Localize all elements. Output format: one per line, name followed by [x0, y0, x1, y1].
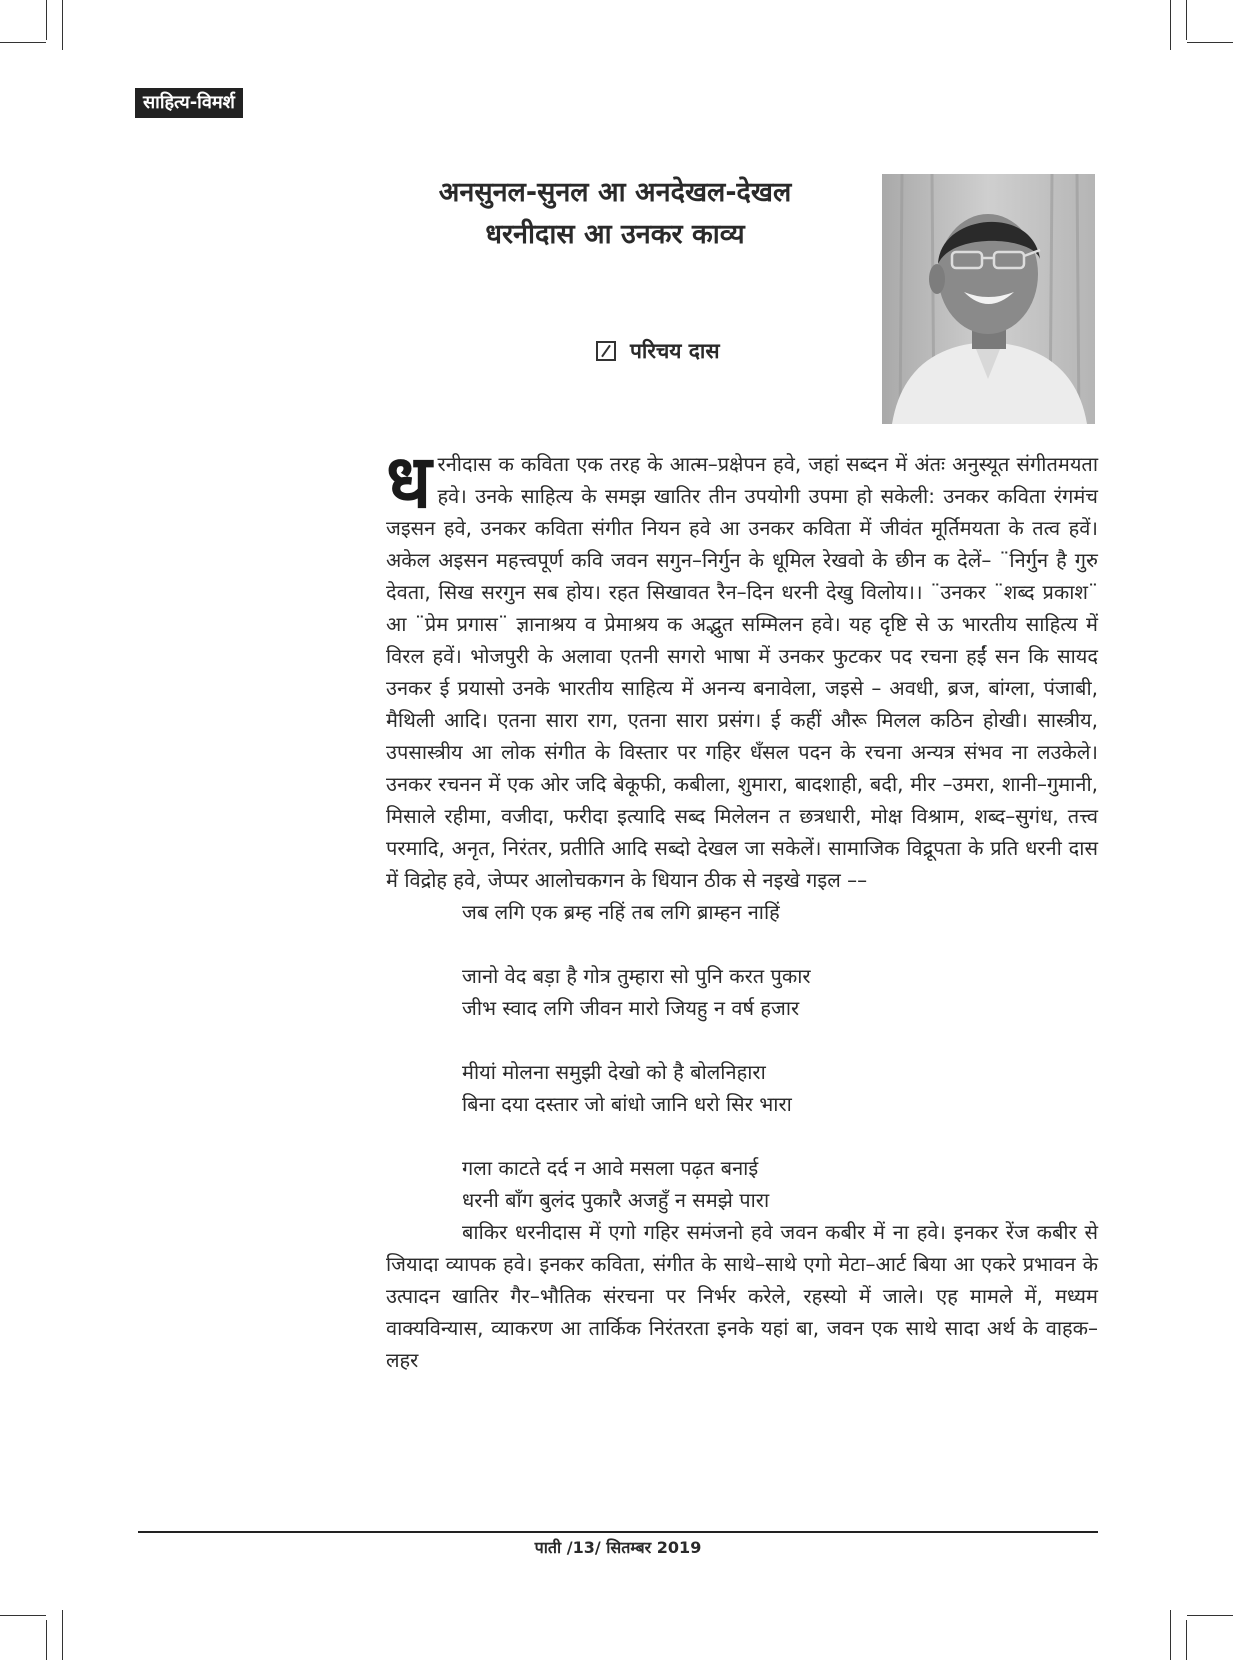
drop-cap: ध	[386, 439, 432, 525]
page-footer: पाती /13/ सितम्बर 2019	[534, 1538, 702, 1557]
pen-icon	[596, 341, 616, 361]
verse-line: मीयां मोलना समुझी देखो को है बोलनिहारा	[462, 1060, 766, 1084]
crop-mark	[46, 1620, 47, 1660]
verse-line: धरनी बाँग बुलंद पुकारै अजहुँ न समझे पारा	[462, 1188, 770, 1212]
crop-mark	[46, 0, 47, 40]
title-line-1: अनसुनल-सुनल आ अनदेखल-देखल	[438, 177, 792, 208]
paragraph-2: बाकिर धरनीदास में एगो गहिर समंजनो हवे जवन कबीर में ना हवे। इनकर रेंज कबीर से जियादा व्यापक हवे। इनकर कविता, संगीत के साथे–साथे एगो मेटा–आर्ट बिया आ एकरे प्रभावन के उत्पादन खातिर गैर–भौतिक संरचना पर निर्भर करेले, रहस्यो में जाले। एह मामले में, मध्यम वाक्यविन्यास, व्याकरण आ तार्किक निरंतरता इनके यहां बा, जवन एक साथे सादा अर्थ के वाहक–लहर	[386, 1220, 1098, 1372]
paragraph-1	[386, 439, 1098, 896]
paragraph-1-text: रनीदास क कविता एक तरह के आत्म–प्रक्षेपन हवे, जहां सब्दन में अंतः अनुस्यूत संगीतमयता हवे। उनके साहित्य के समझ खातिर तीन उपयोगी उपमा हो सकेली: उनकर कविता रंगमंच जइसन हवे, उनकर कविता संगीत नियन हवे आ उनकर कविता में जीवंत मूर्तिमयता के तत्व हवें। अकेल अइसन महत्त्वपूर्ण कवि जवन सगुन–निर्गुन के धूमिल रेखवो के छीन क देलें– ¨निर्गुन है गुरु देवता, सिख सरगुन सब होय। रहत सिखावत रैन–दिन धरनी देखु विलोय।। ¨उनकर ¨शब्द प्रकाश¨ आ ¨प्रेम प्रगास¨ ज्ञानाश्रय व प्रेमाश्रय क अद्भुत सम्मिलन हवे। यह दृष्टि से ऊ भारतीय साहित्य में विरल हवें। भोजपुरी के अलावा एतनी सगरो भाषा में उनकर फुटकर पद रचना हईं सन कि सायद उनकर ई प्रयासो उनके भारतीय साहित्य में अनन्य बनावेला, जइसे – अवधी, ब्रज, बांग्ला, पंजाबी, मैथिली आदि। एतना सारा राग, एतना सारा प्रसंग। ई कहीं औरू मिलल कठिन होखी। सास्त्रीय, उपसास्त्रीय आ लोक संगीत के विस्तार पर गहिर धँसल पदन के रचना अन्यत्र संभव ना लउकेले। उनकर रचनन में एक ओर जदि बेकूफी, कबीला, शुमारा, बादशाही, बदी, मीर –उमरा, शानी–गुमानी, मिसाले रहीमा, वजीदा, फरीदा इत्यादि सब्द मिलेलन त छत्रधारी, मोक्ष विश्राम, शब्द–सुगंध, तत्त्व परमादि, अनृत, निरंतर, प्रतीति आदि सब्दो देखल जा सकेलें। सामाजिक विद्रूपता के प्रति धरनी दास में विद्रोह हवे, जेप्पर आलोचकगन के धियान ठीक से नइखे गइल ––	[386, 452, 1098, 892]
verse-line: जब लगि एक ब्रम्ह नहिं तब लगि ब्राम्हन नाहिं	[462, 900, 780, 924]
crop-mark	[1170, 0, 1171, 50]
crop-mark	[62, 0, 63, 50]
author-name: परिचय दास	[630, 339, 720, 363]
crop-mark	[62, 1610, 63, 1660]
author-byline	[596, 336, 720, 366]
crop-mark	[1186, 1620, 1187, 1660]
footer-rule	[138, 1531, 1098, 1533]
author-photo	[882, 174, 1095, 424]
crop-mark	[1187, 42, 1233, 43]
portrait-image	[882, 174, 1095, 424]
verse-block	[386, 896, 1098, 1216]
verse-line: जानो वेद बड़ा है गोत्र तुम्हारा सो पुनि करत पुकार	[462, 964, 811, 988]
verse-line: बिना दया दस्तार जो बांधो जानि धरो सिर भारा	[462, 1092, 792, 1116]
article-body	[386, 439, 1098, 1376]
crop-mark	[0, 42, 46, 43]
crop-mark	[1187, 1615, 1233, 1616]
verse-line: जीभ स्वाद लगि जीवन मारो जियहु न वर्ष हजार	[462, 996, 800, 1020]
crop-mark	[0, 1615, 46, 1616]
verse-line: गला काटते दर्द न आवे मसला पढ़त बनाई	[462, 1156, 759, 1180]
section-tag: साहित्य-विमर्श	[135, 88, 243, 118]
title-line-2: धरनीदास आ उनकर काव्य	[485, 219, 745, 250]
crop-mark	[1170, 1610, 1171, 1660]
article-title	[375, 172, 855, 256]
crop-mark	[1186, 0, 1187, 40]
